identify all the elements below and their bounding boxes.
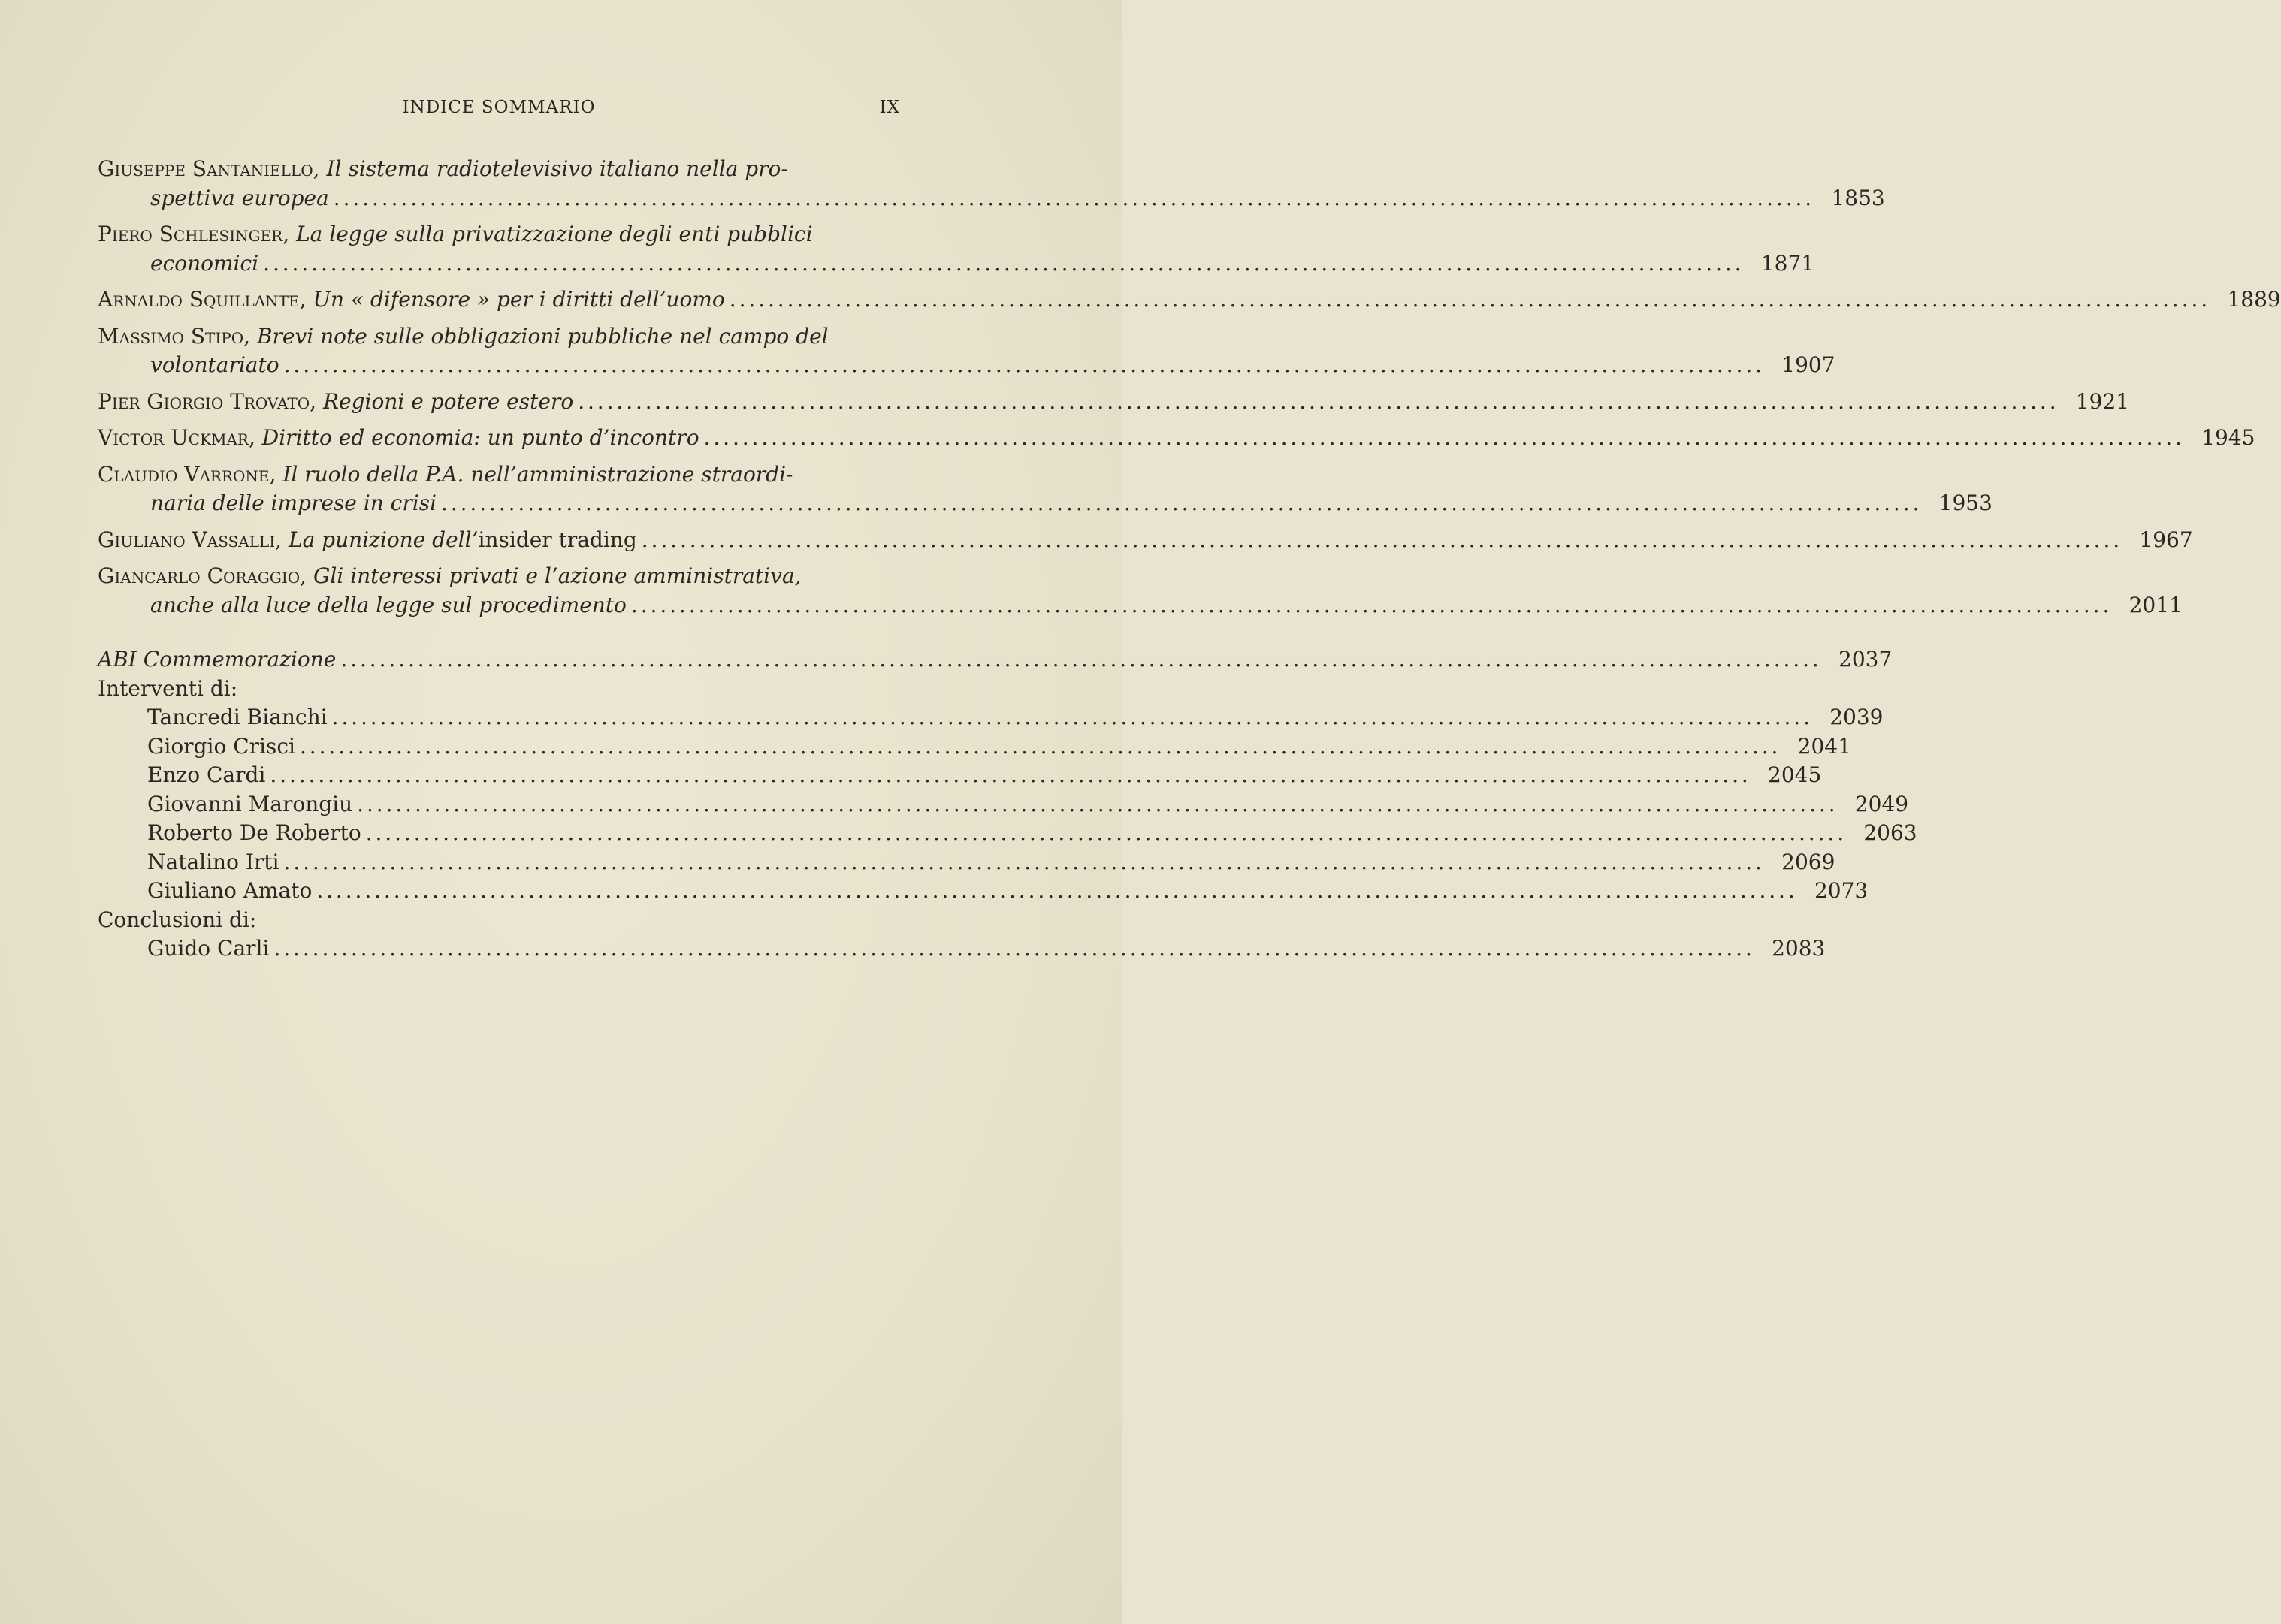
entry-title-continued: economici	[150, 250, 259, 276]
speaker-name: Giovanni Marongiu	[147, 791, 353, 817]
dot-leader	[312, 877, 1793, 906]
toc-entry: Victor Uckmar, Diritto ed economia: un punto d’incontro . . . 1945	[98, 424, 900, 453]
conclusioni-label: Conclusioni di:	[98, 907, 257, 932]
dot-leader	[279, 848, 1760, 877]
entry-page: 1967	[2139, 527, 2193, 552]
entry-page: 1921	[2075, 388, 2130, 414]
entry-author: Massimo Stipo	[98, 323, 244, 349]
running-title: INDICE SOMMARIO	[402, 98, 596, 117]
list-item	[98, 877, 1869, 906]
entry-page: 2039	[1829, 705, 1884, 729]
entry-title-continued: volontariato	[150, 352, 279, 377]
entry-page: 1907	[1781, 352, 1835, 377]
entry-page: 1889	[2227, 287, 2281, 312]
entry-author: Victor Uckmar	[98, 425, 249, 450]
toc-entry: Claudio Varrone, Il ruolo della P.A. nell’amministrazione straordi- naria delle imprese in crisi . . . 1953	[98, 460, 900, 518]
dot-leader	[637, 526, 2118, 555]
entry-title: Brevi note sulle obbligazioni pubbliche nel campo del	[256, 323, 829, 349]
entry-author: Giuliano Vassalli	[98, 527, 276, 552]
toc-entry: Pier Giorgio Trovato, Regioni e potere estero . . . 1921	[98, 388, 900, 417]
dot-leader	[336, 645, 1817, 675]
entry-page: 1953	[1938, 491, 1992, 515]
entry-author: Giuseppe Santaniello	[98, 156, 313, 181]
dot-leader	[328, 703, 1808, 732]
entry-page: 2073	[1814, 878, 1869, 903]
speaker-name: Tancredi Bianchi	[147, 705, 328, 729]
dot-leader	[269, 934, 1750, 964]
entry-title: Diritto ed economia: un punto d’incontro	[261, 425, 699, 450]
list-item	[98, 934, 1826, 964]
toc-entry: Giuliano Vassalli, La punizione dell’insider trading . . . 1967	[98, 526, 900, 555]
entry-page: 2069	[1781, 849, 1835, 874]
speaker-name: Roberto De Roberto	[147, 820, 361, 845]
list-item	[98, 848, 1835, 877]
speaker-name: Giuliano Amato	[147, 878, 313, 903]
entry-page: 1853	[1831, 185, 1885, 210]
dot-leader	[699, 424, 2180, 453]
dot-leader	[361, 819, 1842, 848]
entry-author: Giancarlo Coraggio	[98, 563, 301, 588]
entry-title-roman: insider trading	[478, 527, 637, 552]
toc-entry: Piero Schlesinger, La legge sulla privatizzazione degli enti pubblici economici . . . 1871	[98, 220, 900, 278]
running-header	[98, 95, 900, 122]
entry-page: 2063	[1863, 820, 1917, 845]
dot-leader	[352, 790, 1833, 820]
dot-leader	[265, 761, 1746, 790]
dot-leader	[329, 184, 1810, 213]
dot-leader	[725, 285, 2206, 315]
toc-entry: Arnaldo Squillante, Un « difensore » per i diritti dell’uomo . . . 1889	[98, 285, 900, 315]
dot-leader	[258, 249, 1739, 279]
entry-author: Claudio Varrone	[98, 461, 270, 487]
entry-page: 2037	[1838, 647, 1893, 672]
speaker-name: Enzo Cardi	[147, 762, 266, 787]
entry-title: La punizione dell’	[288, 527, 479, 552]
interventi-label: Interventi di:	[98, 675, 238, 701]
dot-leader	[279, 351, 1760, 380]
entry-author: Piero Schlesinger	[98, 222, 283, 246]
entry-page: 2049	[1854, 791, 1909, 817]
entry-title: Gli interessi privati e l’azione amministrativa,	[313, 563, 802, 588]
list-item	[98, 761, 1822, 790]
entry-title: Regioni e potere estero	[322, 388, 574, 414]
list-item	[98, 819, 1917, 848]
page-number: IX	[879, 98, 900, 117]
toc-entry: Giuseppe Santaniello, Il sistema radiotelevisivo italiano nella pro- spettiva europea . . . 1853	[98, 155, 900, 213]
list-item	[98, 790, 1909, 820]
entry-author: Pier Giorgio Trovato	[98, 388, 310, 414]
entry-title-continued: naria delle imprese in crisi	[150, 491, 437, 515]
entry-title: Il ruolo della P.A. nell’amministrazione straordi-	[282, 461, 793, 487]
toc-entry: Giancarlo Coraggio, Gli interessi privati e l’azione amministrativa, anche alla luce della legge sul procedimento . . . 2011	[98, 562, 900, 620]
entry-title: Il sistema radiotelevisivo italiano nella pro-	[326, 156, 788, 181]
entry-page: 2083	[1772, 936, 1826, 961]
commemorazione-section	[98, 645, 1917, 964]
entry-page: 2045	[1768, 762, 1822, 787]
entry-title-continued: spettiva europea	[150, 185, 329, 210]
dot-leader	[437, 489, 1917, 518]
dot-leader	[295, 732, 1776, 762]
entry-page: 2041	[1797, 733, 1851, 759]
table-of-contents	[98, 155, 2281, 964]
entry-title-continued: anche alla luce della legge sul procedimento	[150, 592, 627, 617]
entry-page: 1945	[2201, 425, 2255, 450]
list-item	[98, 732, 1851, 762]
speaker-name: Giorgio Crisci	[147, 733, 295, 759]
speaker-name: Natalino Irti	[147, 849, 279, 874]
dot-leader	[573, 388, 2054, 417]
toc-entry: Massimo Stipo, Brevi note sulle obbligazioni pubbliche nel campo del volontariato . . . 1907	[98, 322, 900, 380]
section-title: ABI Commemorazione	[98, 647, 337, 672]
entry-page: 2011	[2128, 592, 2183, 617]
dot-leader	[627, 591, 2107, 620]
speaker-name: Guido Carli	[147, 936, 270, 961]
entry-title: La legge sulla privatizzazione degli enti pubblici	[296, 222, 813, 246]
entry-author: Arnaldo Squillante	[98, 287, 300, 312]
list-item	[98, 703, 1884, 732]
entry-title: Un « difensore » per i diritti dell’uomo	[313, 287, 725, 312]
entry-page: 1871	[1760, 250, 1815, 276]
